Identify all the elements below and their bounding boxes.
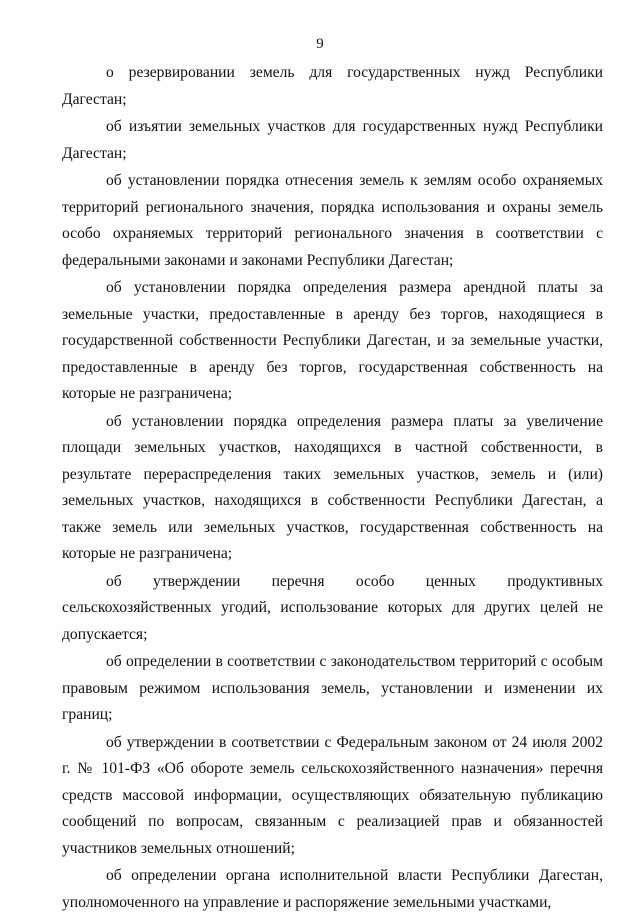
document-body xyxy=(62,60,603,916)
paragraph-rent-payment: об установлении порядка определения размера арендной платы за земельные участки, предоставленные в аренду без торгов, находящиеся в государственной собственности Республики Дагестан, и за земельные участки, предоставленные в аренду без торгов, государственная собственность на которые не разграничена; xyxy=(62,279,603,402)
paragraph-protected-territories: об установлении порядка отнесения земель к землям особо охраняемых территорий регионального значения, порядка использования и охраны земель особо охраняемых территорий регионального значения в соответствии с федеральными законами и законами Республики Дагестан; xyxy=(62,172,603,269)
paragraph-special-regime-territories: об определении в соответствии с законодательством территорий с особым правовым режимом использования земель, установлении и изменении их границ; xyxy=(62,653,603,723)
paragraph-land-reservation: о резервировании земель для государственных нужд Республики Дагестан; xyxy=(62,64,603,108)
paragraph-area-increase-payment: об установлении порядка определения размера платы за увеличение площади земельных участков, находящихся в частной собственности, в результате перераспределения таких земельных участков, земель и (или) земельных участков, находящихся в собственности Республики Дагестан, а также земель или земельных участков, государственная собственность на которые не разграничена; xyxy=(62,412,603,562)
paragraph-valuable-farmland-list: об утверждении перечня особо ценных продуктивных сельскохозяйственных угодий, использование которых для других целей не допускается; xyxy=(62,572,603,643)
paragraph-executive-authority: об определении органа исполнительной власти Республики Дагестан, уполномоченного на управление и распоряжение земельными участками, xyxy=(62,867,603,911)
paragraph-mass-media-list: об утверждении в соответствии с Федеральным законом от 24 июля 2002 г. № 101-ФЗ «Об обороте земель сельскохозяйственного назначения» перечня средств массовой информации, осуществляющих обязательную публикацию сообщений по вопросам, связанным с реализацией прав и обязанностей участников земельных отношений; xyxy=(62,733,603,857)
paragraph-land-seizure: об изъятии земельных участков для государственных нужд Республики Дагестан; xyxy=(62,118,603,162)
page-number: 9 xyxy=(316,36,324,52)
